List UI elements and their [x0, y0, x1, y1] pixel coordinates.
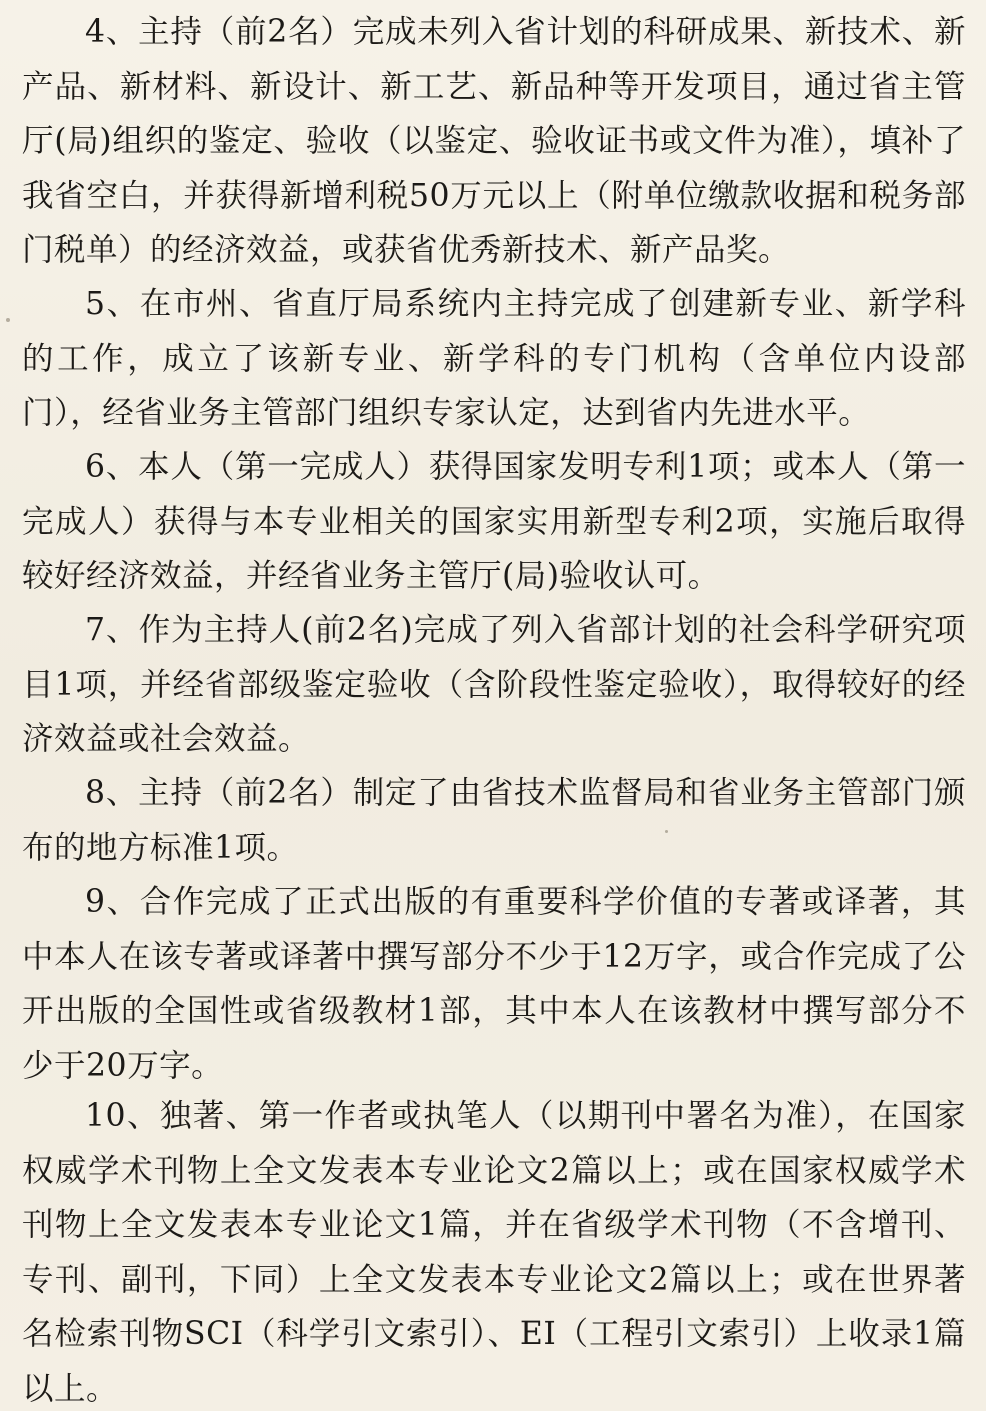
- paper-speck: [665, 830, 668, 833]
- paragraph-item-6: 6、本人（第一完成人）获得国家发明专利1项；或本人（第一完成人）获得与本专业相关的国家实用新型专利2项，实施后取得较好经济效益，并经省业务主管厅(局)验收认可。: [22, 449, 966, 594]
- paragraph-item-7: 7、作为主持人(前2名)完成了列入省部计划的社会科学研究项目1项，并经省部级鉴定验收（含阶段性鉴定验收），取得较好的经济效益或社会效益。: [22, 612, 966, 757]
- paper-speck: [6, 318, 10, 322]
- paragraph-item-5: 5、在市州、省直厅局系统内主持完成了创建新专业、新学科的工作，成立了该新专业、新学科的专门机构（含单位内设部门），经省业务主管部门组织专家认定，达到省内先进水平。: [22, 286, 966, 431]
- paragraph-item-9: 9、合作完成了正式出版的有重要科学价值的专著或译著，其中本人在该专著或译著中撰写部分不少于12万字，或合作完成了公开出版的全国性或省级教材1部，其中本人在该教材中撰写部分不少于20万字。: [22, 884, 966, 1084]
- paragraph-item-10: 10、独著、第一作者或执笔人（以期刊中署名为准），在国家权威学术刊物上全文发表本专业论文2篇以上；或在国家权威学术刊物上全文发表本专业论文1篇，并在省级学术刊物（不含增刊、专刊、副刊，下同）上全文发表本专业论文2篇以上；或在世界著名检索刊物SCI（科学引文索引）、EI（工程引文索引）上收录1篇以上。: [22, 1098, 966, 1407]
- paragraph-item-8: 8、主持（前2名）制定了由省技术监督局和省业务主管部门颁布的地方标准1项。: [22, 775, 966, 866]
- paragraph-item-4: 4、主持（前2名）完成未列入省计划的科研成果、新技术、新产品、新材料、新设计、新工艺、新品种等开发项目，通过省主管厅(局)组织的鉴定、验收（以鉴定、验收证书或文件为准），填补了我省空白，并获得新增利税50万元以上（附单位缴款收据和税务部门税单）的经济效益，或获省优秀新技术、新产品奖。: [22, 14, 966, 268]
